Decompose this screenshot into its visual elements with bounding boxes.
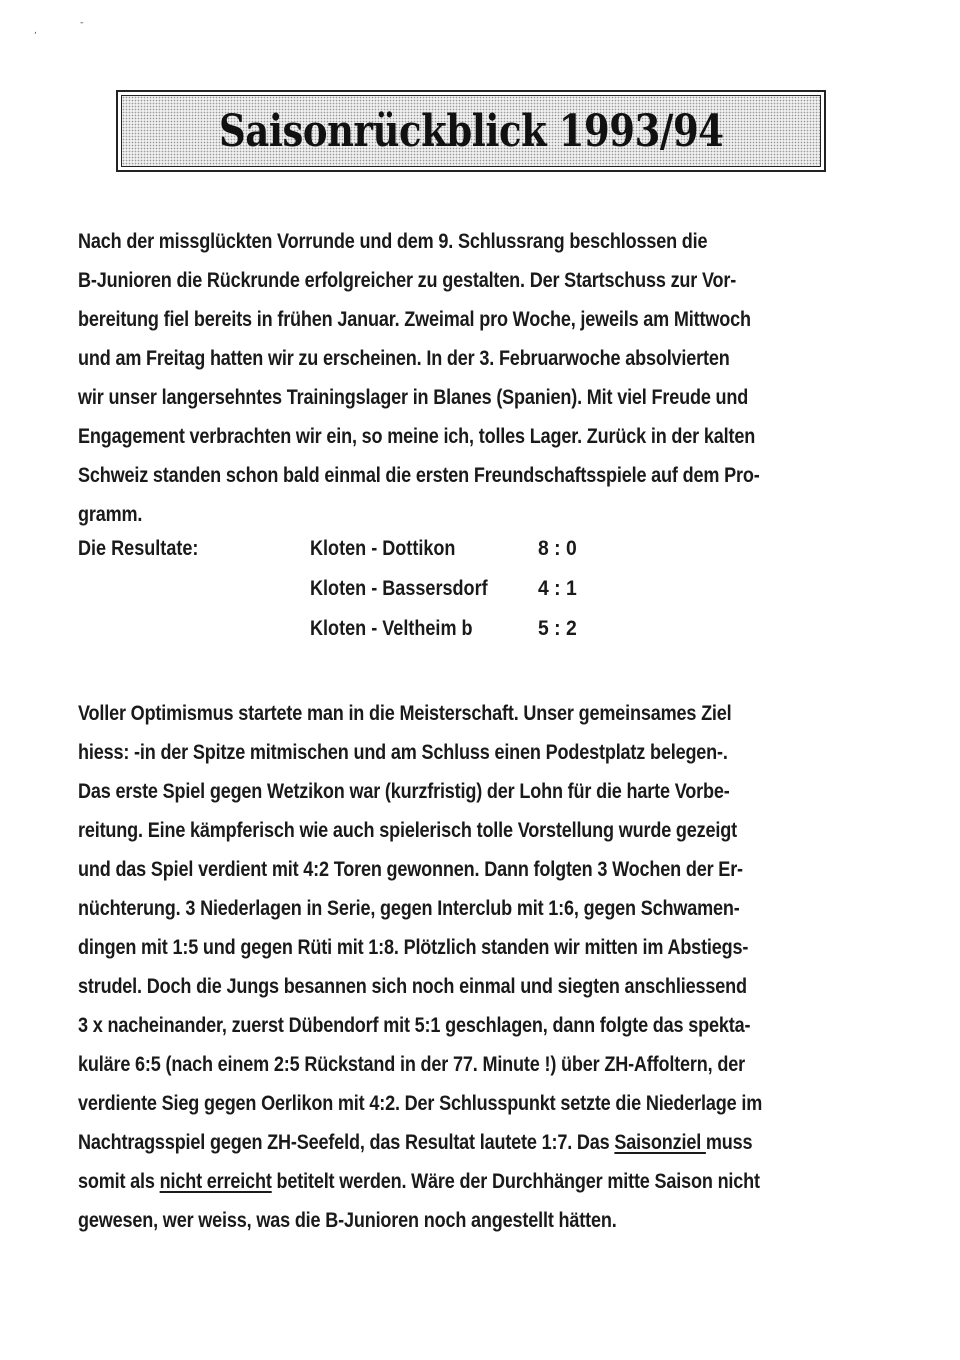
underlined-text: nicht erreicht: [159, 1169, 272, 1193]
title-box-inner: [121, 95, 821, 167]
match-teams: Kloten - Bassersdorf: [310, 576, 488, 600]
text-fragment: betitelt werden. Wäre der Durchhänger mitte Saison nicht: [271, 1169, 760, 1193]
text-line: verdiente Sieg gegen Oerlikon mit 4:2. Der Schlusspunkt setzte die Niederlage im: [78, 1091, 763, 1115]
text-line: Schweiz standen schon bald einmal die ersten Freundschaftsspiele auf dem Pro-: [78, 463, 760, 487]
text-line: hiess: -in der Spitze mitmischen und am Schluss einen Podestplatz belegen-.: [78, 740, 728, 764]
match-score: 4 : 1: [538, 576, 577, 600]
text-line: wir unser langersehntes Trainingslager in Blanes (Spanien). Mit viel Freude und: [78, 385, 749, 409]
text-line: reitung. Eine kämpferisch wie auch spielerisch tolle Vorstellung wurde gezeigt: [78, 818, 737, 842]
title-box: [116, 90, 826, 172]
text-line: nüchterung. 3 Niederlagen in Serie, gegen Interclub mit 1:6, gegen Schwamen-: [78, 896, 740, 920]
text-line: gramm.: [78, 502, 143, 526]
match-score: 8 : 0: [538, 536, 577, 560]
underlined-text: Saisonziel: [614, 1130, 706, 1154]
match-teams: Kloten - Veltheim b: [310, 616, 473, 640]
text-line: strudel. Doch die Jungs besannen sich noch einmal und siegten anschliessend: [78, 974, 747, 998]
text-line: Engagement verbrachten wir ein, so meine ich, tolles Lager. Zurück in der kalten: [78, 424, 756, 448]
match-score: 5 : 2: [538, 616, 577, 640]
text-line: Nach der missglückten Vorrunde und dem 9. Schlussrang beschlossen die: [78, 229, 708, 253]
text-line: und das Spiel verdient mit 4:2 Toren gewonnen. Dann folgten 3 Wochen der Er-: [78, 857, 743, 881]
results-label: Die Resultate:: [78, 536, 199, 560]
paragraph-season: [78, 694, 892, 1240]
match-teams: Kloten - Dottikon: [310, 536, 456, 560]
text-line: Das erste Spiel gegen Wetzikon war (kurzfristig) der Lohn für die harte Vorbe-: [78, 779, 730, 803]
scan-mark-left: ,: [34, 26, 37, 36]
result-row: [310, 576, 610, 615]
text-fragment: somit als: [78, 1169, 160, 1193]
text-line: Voller Optimismus startete man in die Meisterschaft. Unser gemeinsames Ziel: [78, 701, 732, 725]
text-line: kuläre 6:5 (nach einem 2:5 Rückstand in der 77. Minute !) über ZH-Affoltern, der: [78, 1052, 745, 1076]
result-row: [310, 616, 610, 655]
result-row: [310, 536, 610, 575]
page-title: Saisonrückblick 1993/94: [218, 105, 724, 157]
text-line: gewesen, wer weiss, was die B-Junioren noch angestellt hätten.: [78, 1208, 617, 1232]
text-fragment: muss: [705, 1130, 753, 1154]
text-line: dingen mit 1:5 und gegen Rüti mit 1:8. Plötzlich standen wir mitten im Abstiegs-: [78, 935, 749, 959]
text-line: [78, 1123, 762, 1162]
text-line: B-Junioren die Rückrunde erfolgreicher zu gestalten. Der Startschuss zur Vor-: [78, 268, 737, 292]
text-line: bereitung fiel bereits in frühen Januar. Zweimal pro Woche, jeweils am Mittwoch: [78, 307, 751, 331]
text-line: und am Freitag hatten wir zu erscheinen. In der 3. Februarwoche absolvierten: [78, 346, 730, 370]
text-line: [78, 1162, 762, 1201]
text-fragment: Nachtragsspiel gegen ZH-Seefeld, das Resultat lautete 1:7. Das: [78, 1130, 615, 1154]
paragraph-intro: [78, 222, 889, 534]
text-line: 3 x nacheinander, zuerst Dübendorf mit 5:1 geschlagen, dann folgte das spekta-: [78, 1013, 751, 1037]
